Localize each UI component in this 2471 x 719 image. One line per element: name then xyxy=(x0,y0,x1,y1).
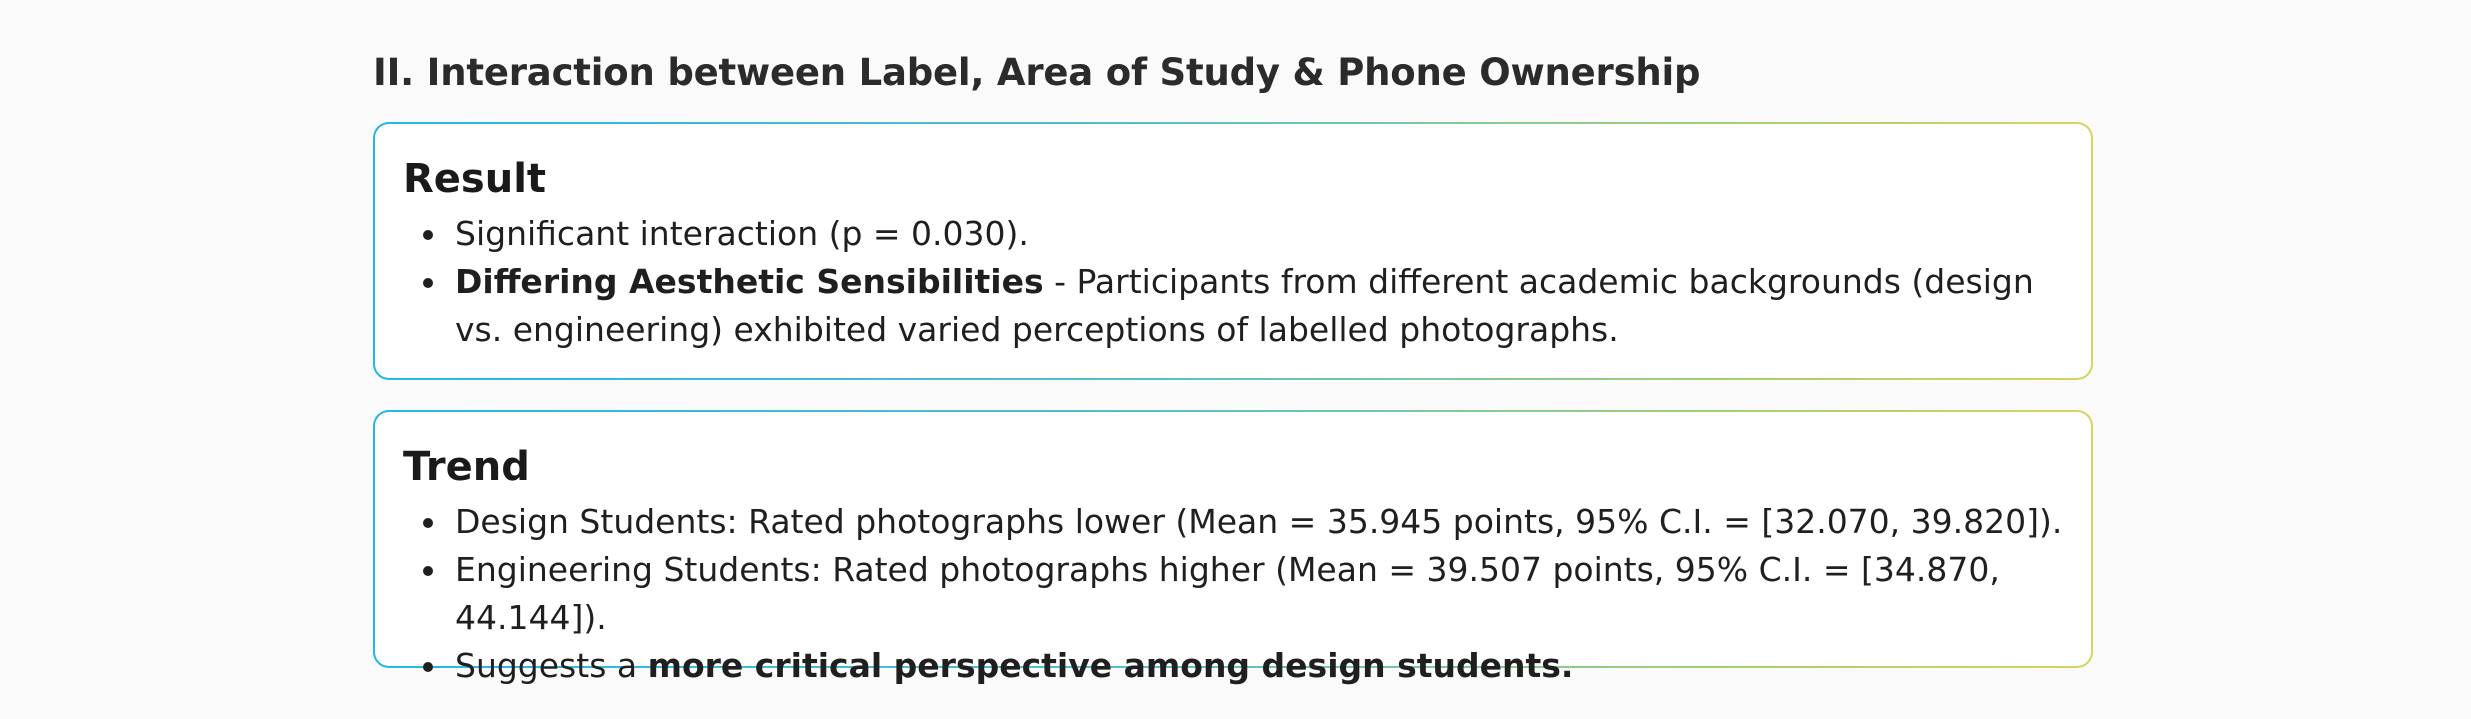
result-bullet-list xyxy=(403,210,2063,354)
result-bullet-aesthetic-sensibilities xyxy=(403,258,2063,354)
result-card-body xyxy=(375,124,2091,378)
result-bullet-aesthetic-text: - Participants from different academic backgrounds (design vs. engineering) exhibited varied perceptions of labelled photographs. xyxy=(455,262,2034,349)
result-card xyxy=(373,122,2093,380)
trend-bullet-design-students-text: Design Students: Rated photographs lower (Mean = 35.945 points, 95% C.I. = [32.070, 39.820]). xyxy=(455,502,2063,541)
trend-bullet-critical-prefix: Suggests a xyxy=(455,646,648,685)
trend-bullet-list xyxy=(403,498,2063,690)
result-card-title: Result xyxy=(403,156,547,202)
trend-bullet-engineering-students xyxy=(403,546,2063,642)
trend-card xyxy=(373,410,2093,685)
trend-card-title: Trend xyxy=(403,444,530,490)
result-bullet-significance xyxy=(403,210,2063,258)
trend-card-body xyxy=(375,412,2091,685)
trend-bullet-design-students xyxy=(403,498,2063,546)
trend-bullet-critical-emphasis: more critical perspective among design students. xyxy=(647,646,1574,685)
section-title: II. Interaction between Label, Area of Study & Phone Ownership xyxy=(373,51,1701,94)
trend-bullet-critical-perspective xyxy=(403,642,2063,690)
trend-bullet-engineering-students-text: Engineering Students: Rated photographs higher (Mean = 39.507 points, 95% C.I. = [34.870, 44.144]). xyxy=(455,550,2000,637)
result-bullet-significance-text: Significant interaction (p = 0.030). xyxy=(455,214,1029,253)
result-bullet-aesthetic-heading: Differing Aesthetic Sensibilities xyxy=(455,262,1044,301)
document-section xyxy=(373,48,2093,685)
